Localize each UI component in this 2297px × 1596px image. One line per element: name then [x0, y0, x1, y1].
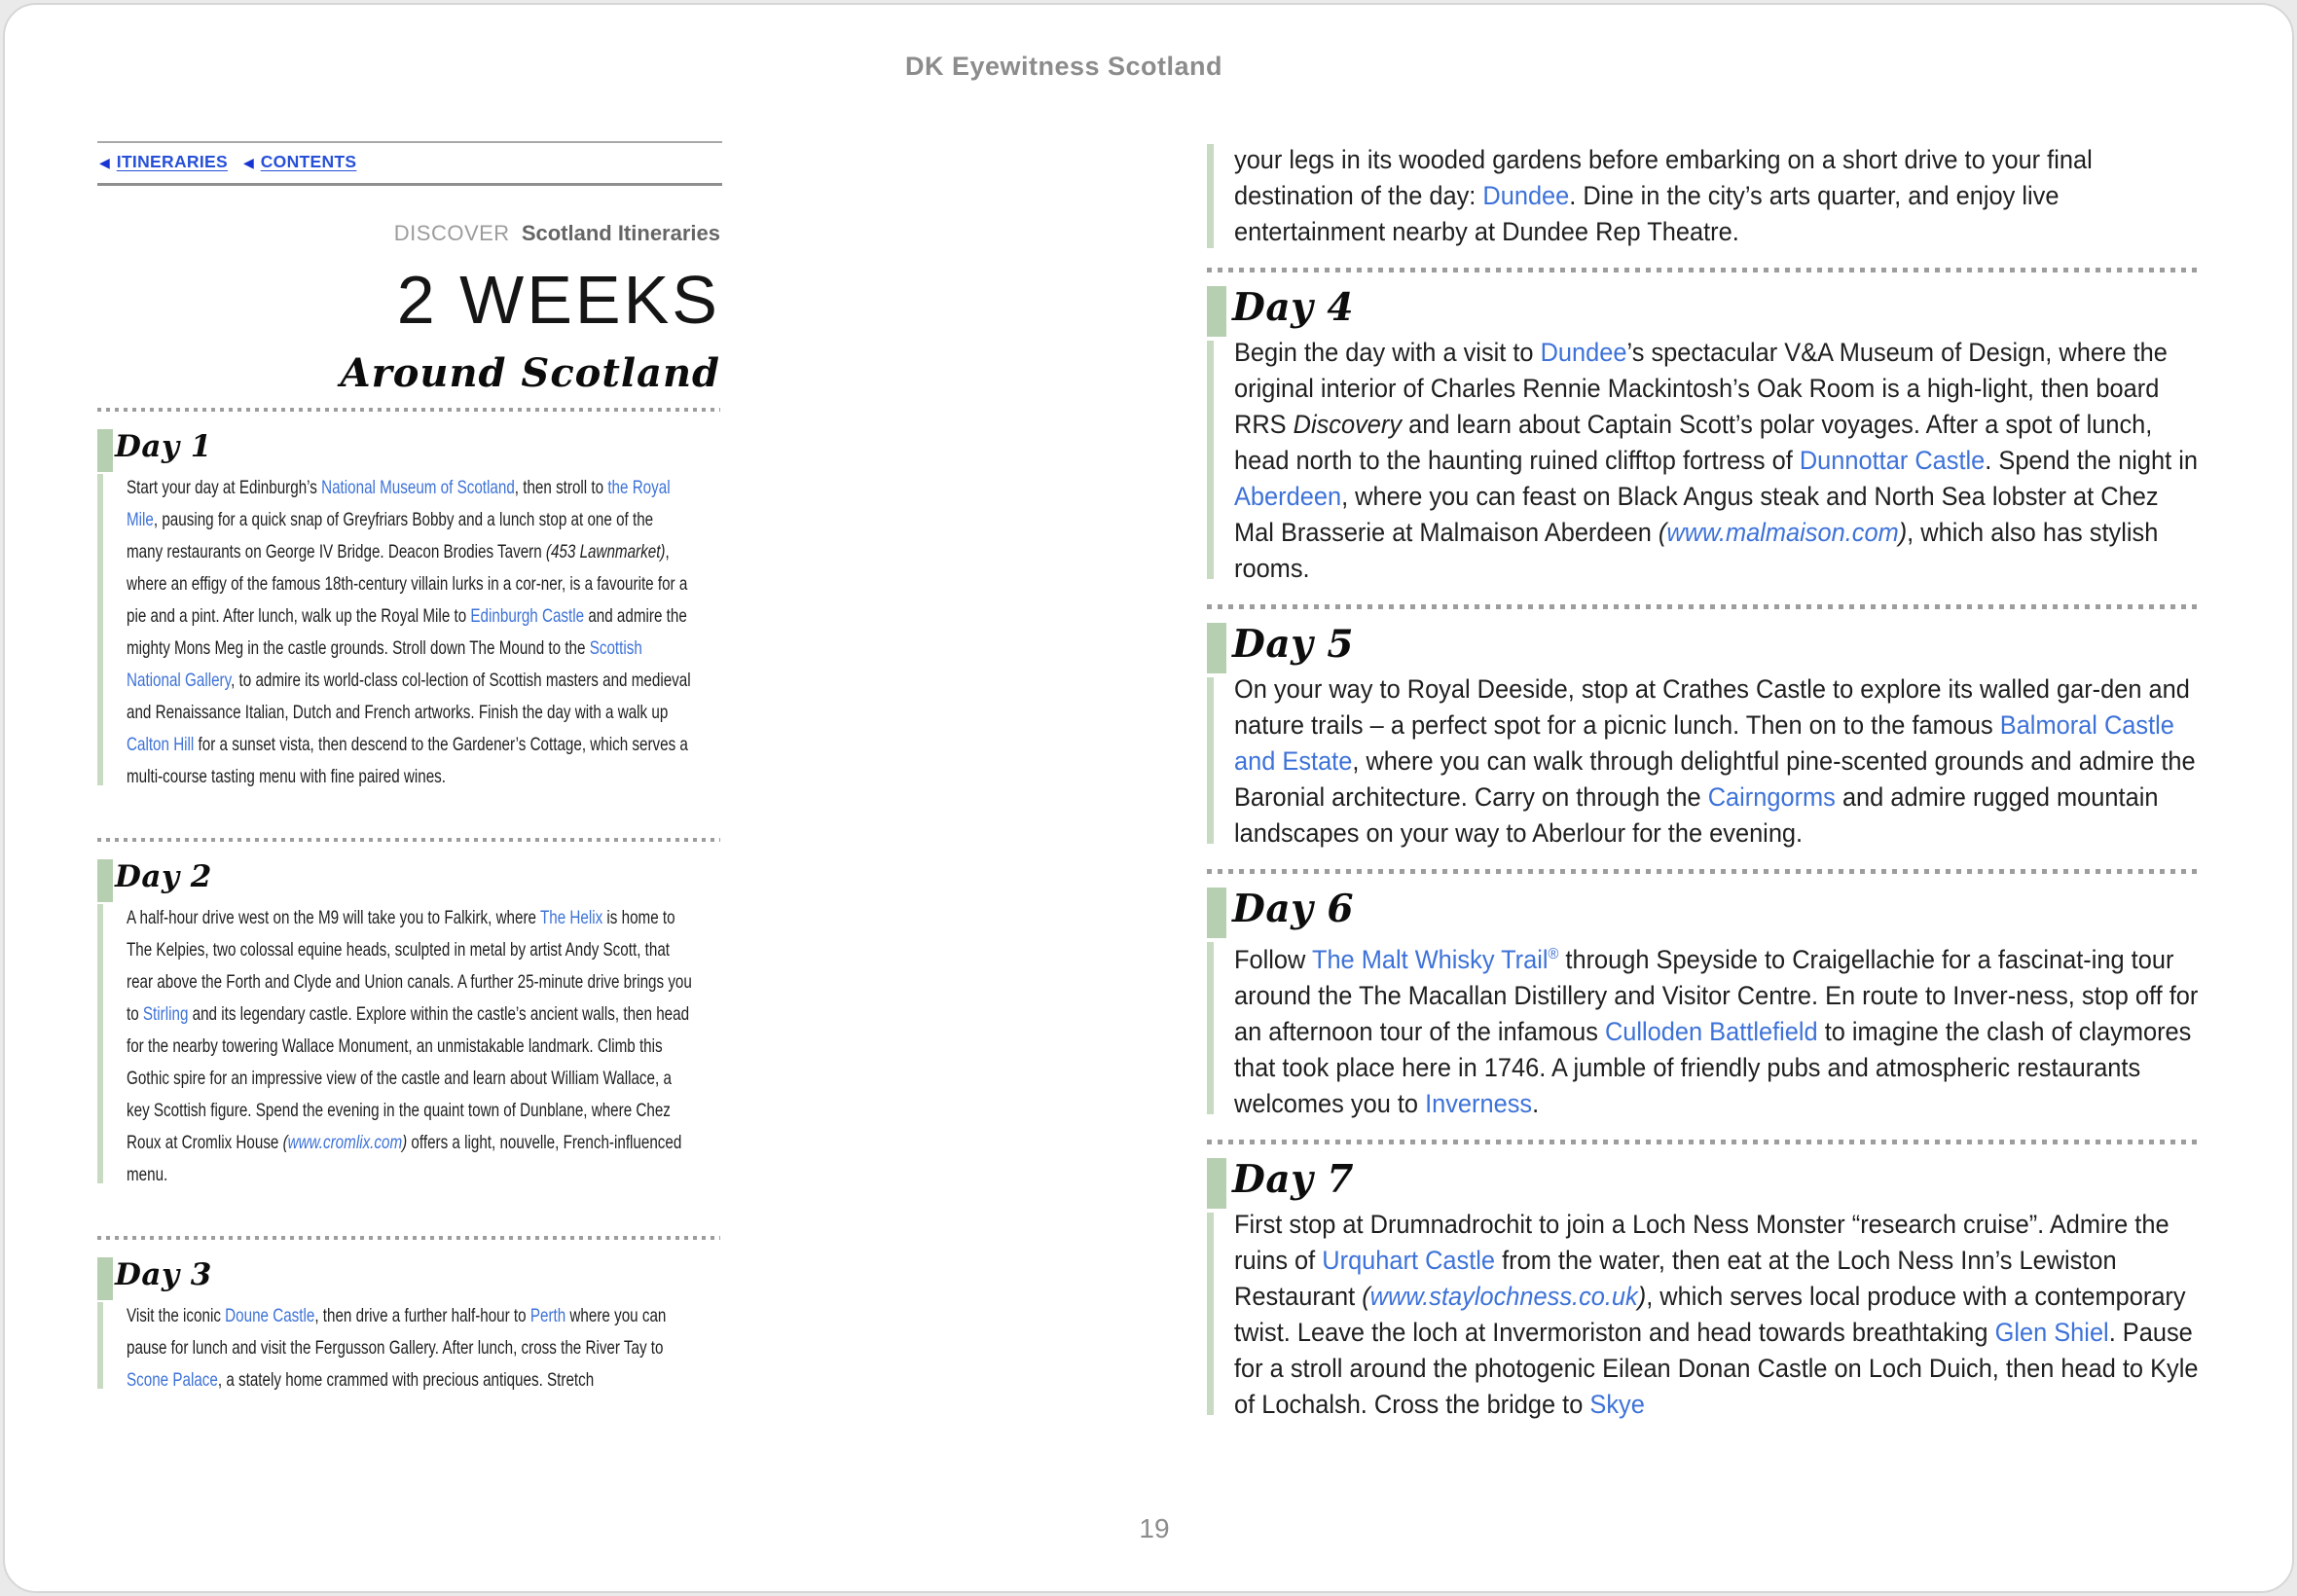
- text-run: On your way to Royal Deeside, stop at Crathes Castle to explore its walled gar-den and nature trails – a perfect spot for a picnic lunch. Then on to the famous: [1234, 674, 2197, 740]
- text-run: , where an effigy of the famous 18th-century villain lurks in a cor-ner, is a favourite for a pie and a pint. After lunch, walk up the Royal Mile to: [127, 541, 692, 627]
- inline-link[interactable]: Glen Shiel: [1994, 1318, 2109, 1347]
- inline-link[interactable]: National Museum of Scotland: [321, 477, 515, 498]
- inline-link[interactable]: The Helix: [539, 907, 603, 928]
- page-number: 19: [1139, 1513, 1170, 1543]
- text-run: through Speyside to Craigellachie for a fascinat-ing tour around the The Macallan Distillery and Visitor Centre. En route to Inver-ness, stop off for an afternoon tour of the infamous: [1234, 945, 2206, 1046]
- day-section-6: [1207, 887, 2206, 1122]
- text-run: First stop at Drumnadrochit to join a Loch Ness Monster “research cruise”. Admire the ruins of: [1234, 1210, 2176, 1275]
- day-marker: [1207, 1158, 1226, 1209]
- day-paragraph: [1234, 335, 2204, 587]
- italic-text-run: ): [1637, 1282, 1647, 1311]
- text-run: and learn about Captain Scott’s polar voyages. After a spot of lunch, head north to the haunting ruined clifftop fortress of: [1234, 410, 2160, 475]
- day-paragraph: [1234, 936, 2204, 1122]
- back-arrow-icon: ◀: [99, 154, 110, 170]
- inline-link[interactable]: Perth: [529, 1305, 566, 1326]
- day-heading: Day 1: [115, 429, 212, 464]
- day-section-4: [1207, 286, 2202, 587]
- text-run: and its legendary castle. Explore within the castle’s ancient walls, then head for the nearby towering Wallace Monument, an unmistakable landmark. Climb this Gothic spire for an impressive view of the castle and learn about William Wallace, a key Scottish figure. Spend the evening in the quaint town of Dunblane, where Chez Roux at Cromlix House: [127, 1003, 694, 1153]
- day-paragraph: [1234, 1207, 2204, 1423]
- italic-text-run: (: [1658, 518, 1667, 547]
- inline-link[interactable]: www.malmaison.com: [1666, 518, 1899, 547]
- day-marker-bar: [1207, 942, 1214, 1114]
- text-run: . Pause for a stroll around the photogenic Eilean Donan Castle on Loch Duich, then head to Kyle of Lochalsh. Cross the bridge to: [1234, 1318, 2206, 1419]
- inline-link[interactable]: Balmoral Castle and Estate: [1234, 710, 2181, 776]
- day-section-1: [97, 427, 720, 793]
- day-marker: [1207, 286, 1226, 337]
- day-paragraph: [1234, 671, 2204, 852]
- inline-link[interactable]: Scone Palace: [127, 1369, 218, 1391]
- text-run: A half-hour drive west on the M9 will take you to Falkirk, where: [127, 907, 540, 928]
- day-marker: [1207, 888, 1226, 938]
- day-marker-bar: [97, 904, 103, 1183]
- text-run: and admire the mighty Mons Meg in the castle grounds. Stroll down The Mound to the: [127, 605, 692, 659]
- text-run: and admire rugged mountain landscapes on your way to Aberlour for the evening.: [1234, 782, 2166, 848]
- inline-link[interactable]: Culloden Battlefield: [1604, 1017, 1818, 1046]
- inline-link[interactable]: Skye: [1589, 1390, 1645, 1419]
- text-run: , which also has stylish rooms.: [1234, 518, 2166, 583]
- day-3-continuation: [1207, 142, 2202, 250]
- inline-link[interactable]: Doune Castle: [225, 1305, 315, 1326]
- day-heading: Day 2: [115, 859, 212, 894]
- italic-text-run: (: [282, 1132, 288, 1153]
- day-section-5: [1207, 623, 2202, 852]
- day-marker: [97, 429, 113, 472]
- day-heading: Day 4: [1232, 285, 1354, 330]
- nav-link-label: ITINERARIES: [116, 152, 228, 171]
- dotted-divider: [1207, 604, 2202, 609]
- page-title: 2 WEEKS: [396, 262, 720, 338]
- dotted-divider: [97, 1236, 720, 1240]
- inline-link[interactable]: Edinburgh Castle: [470, 605, 585, 627]
- day-paragraph: [127, 1300, 693, 1396]
- text-run: where you can pause for lunch and visit the Fergusson Gallery. After lunch, cross the River Tay to: [127, 1305, 671, 1359]
- inline-link[interactable]: Dundee: [1482, 181, 1570, 210]
- inline-link[interactable]: Dunnottar Castle: [1799, 446, 1986, 475]
- inline-link[interactable]: Stirling: [142, 1003, 189, 1025]
- day-heading: Day 6: [1232, 887, 1354, 931]
- ebook-page: [3, 3, 2294, 1593]
- text-run: offers a light, nouvelle, French-influenced menu.: [127, 1132, 686, 1185]
- eyebrow-section: Scotland Itineraries: [521, 221, 720, 245]
- inline-link[interactable]: the Royal Mile: [127, 477, 675, 530]
- italic-text-run: Discovery: [1293, 410, 1403, 439]
- text-run: , where you can feast on Black Angus steak and North Sea lobster at Chez Mal Brasserie at Malmaison Aberdeen: [1234, 482, 2166, 547]
- day-heading: Day 7: [1232, 1157, 1354, 1202]
- text-run: Follow: [1234, 945, 1312, 974]
- eyebrow-discover: DISCOVER: [393, 221, 510, 245]
- inline-link[interactable]: Urquhart Castle: [1322, 1246, 1496, 1275]
- day-marker: [97, 859, 113, 902]
- back-arrow-icon: ◀: [242, 154, 254, 170]
- day-section-2: [97, 857, 720, 1191]
- text-run: , to admire its world-class col-lection of Scottish masters and medieval and Renaissance Italian, Dutch and French artworks. Finish the day with a walk up: [127, 670, 695, 723]
- text-run: to imagine the clash of claymores that took place here in 1746. A jumble of friendly pubs and atmospheric restaurants welcomes you to: [1234, 1017, 2199, 1118]
- text-run: .: [1532, 1089, 1540, 1118]
- dotted-divider: [1207, 1140, 2202, 1144]
- section-eyebrow: [97, 221, 720, 246]
- day-marker-bar: [1207, 341, 1214, 579]
- text-run: , which serves local produce with a contemporary twist. Leave the loch at Invermoriston and head towards breathtaking: [1234, 1282, 2193, 1347]
- inline-link[interactable]: Cairngorms: [1707, 782, 1836, 812]
- day-paragraph: [1234, 142, 2204, 250]
- dotted-divider: [97, 408, 720, 412]
- dotted-divider: [1207, 869, 2202, 874]
- day-paragraph: [127, 902, 697, 1191]
- text-run: from the water, then eat at the Loch Ness Inn’s Lewiston Restaurant: [1234, 1246, 2124, 1311]
- italic-text-run: ): [1898, 518, 1908, 547]
- page-subtitle: Around Scotland: [340, 350, 720, 396]
- day-marker: [1207, 623, 1226, 673]
- day-marker-bar: [97, 474, 103, 785]
- text-run: Start your day at Edinburgh’s: [127, 477, 322, 498]
- nav-link-itineraries[interactable]: [99, 152, 228, 172]
- text-run: ’s spectacular V&A Museum of Design, where the original interior of Charles Rennie Mackintosh’s Oak Room is a high-light, then board RRS: [1234, 338, 2174, 439]
- day-marker-bar: [97, 1302, 103, 1389]
- day-section-7: [1207, 1157, 2206, 1423]
- day-heading: Day 3: [115, 1257, 212, 1292]
- day-marker-bar: [1207, 1213, 1214, 1415]
- inline-link[interactable]: Inverness: [1425, 1089, 1533, 1118]
- book-title: DK Eyewitness Scotland: [904, 52, 1223, 81]
- nav-link-label: CONTENTS: [260, 152, 357, 171]
- day-paragraph: [127, 472, 693, 793]
- text-run: , where you can walk through delightful pine-scented grounds and admire the Baronial architecture. Carry on through the: [1234, 746, 2203, 812]
- text-run: . Dine in the city’s arts quarter, and enjoy live entertainment nearby at Dundee Rep Theatre.: [1234, 181, 2066, 246]
- text-run: Visit the iconic: [127, 1305, 226, 1326]
- inline-link[interactable]: Calton Hill: [127, 734, 195, 755]
- text-run: , then stroll to: [514, 477, 608, 498]
- day-marker-bar: [1207, 144, 1214, 248]
- italic-text-run: (453 Lawnmarket): [545, 541, 666, 562]
- dotted-divider: [97, 838, 720, 842]
- text-run: for a sunset vista, then descend to the Gardener’s Cottage, which serves a multi-course tasting menu with fine paired wines.: [127, 734, 693, 787]
- italic-text-run: (: [1362, 1282, 1370, 1311]
- text-run: . Spend the night in: [1985, 446, 2204, 475]
- day-marker: [97, 1257, 113, 1300]
- inline-link[interactable]: Dundee: [1540, 338, 1627, 367]
- inline-link[interactable]: www.staylochness.co.uk: [1369, 1282, 1638, 1311]
- inline-link[interactable]: Scottish National Gallery: [127, 637, 647, 691]
- inline-link[interactable]: Aberdeen: [1234, 482, 1342, 511]
- day-marker-bar: [1207, 677, 1214, 844]
- text-run: your legs in its wooded gardens before embarking on a short drive to your final destination of the day:: [1234, 145, 2099, 210]
- text-run: , pausing for a quick snap of Greyfriars Bobby and a lunch stop at one of the many restaurants on George IV Bridge. Deacon Brodies Tavern: [127, 509, 658, 562]
- inline-link[interactable]: ®: [1548, 946, 1559, 962]
- breadcrumb-nav: [97, 141, 722, 186]
- italic-text-run: ): [402, 1132, 408, 1153]
- text-run: , a stately home crammed with precious antiques. Stretch: [217, 1369, 595, 1391]
- text-run: Begin the day with a visit to: [1234, 338, 1541, 367]
- dotted-divider: [1207, 268, 2202, 272]
- right-column: [1207, 142, 2206, 1440]
- text-run: , then drive a further half-hour to: [314, 1305, 530, 1326]
- text-run: is home to The Kelpies, two colossal equine heads, sculpted in metal by artist Andy Scott, that rear above the Forth and Clyde and Union canals. A further 25-minute drive brings you to: [127, 907, 697, 1025]
- day-heading: Day 5: [1232, 622, 1354, 667]
- inline-link[interactable]: The Malt Whisky Trail: [1311, 945, 1549, 974]
- left-column: [97, 408, 720, 1441]
- nav-link-contents[interactable]: [243, 152, 356, 172]
- inline-link[interactable]: www.cromlix.com: [287, 1132, 403, 1153]
- day-section-3: [97, 1255, 720, 1396]
